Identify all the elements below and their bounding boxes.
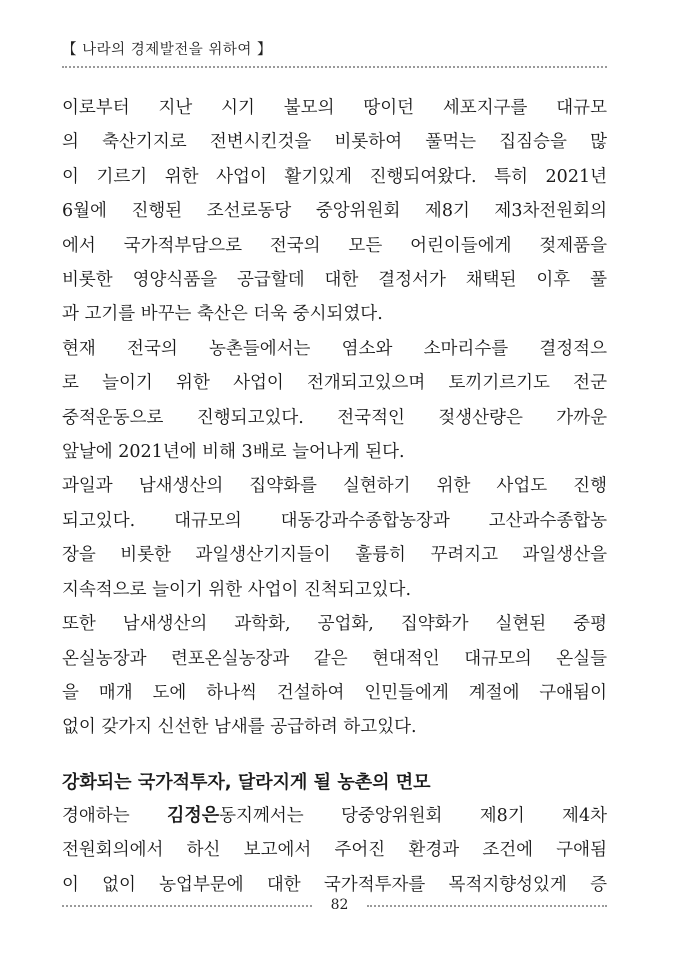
text-line: 현재 전국의 농촌들에서는 염소와 소마리수를 결정적으 bbox=[62, 338, 607, 359]
text-line: 로 늘이기 위한 사업이 전개되고있으며 토끼기르기도 전군 bbox=[62, 373, 607, 394]
text-line: 또한 남새생산의 과학화, 공업화, 집약화가 실현된 중평 bbox=[62, 614, 607, 635]
paragraph-fruit bbox=[62, 469, 607, 607]
text-line: 을 매개 도에 하나씩 건설하여 인민들에게 계절에 구애됨이 bbox=[62, 682, 607, 703]
text-line: 이로부터 지난 시기 불모의 땅이던 세포지구를 대규모 bbox=[62, 98, 607, 118]
paragraph-goats-rabbits bbox=[62, 332, 607, 470]
text-line: 에서 국가적부담으로 전국의 모든 어린이들에게 젖제품을 bbox=[62, 235, 607, 256]
text-line: 중적운동으로 진행되고있다. 전국적인 젖생산량은 가까운 bbox=[62, 407, 607, 428]
section-heading: 강화되는 국가적투자, 달라지게 될 농촌의 면모 bbox=[62, 771, 431, 793]
text-line: 의 축산기지로 전변시킨것을 비롯하여 풀먹는 집짐승을 많 bbox=[62, 132, 607, 153]
text-line: 과 고기를 바꾸는 축산은 더욱 중시되였다. bbox=[62, 304, 383, 325]
paragraph-investment bbox=[62, 799, 607, 902]
header-divider bbox=[62, 66, 607, 68]
footer-ornament-right bbox=[367, 905, 607, 907]
page-footer bbox=[62, 897, 607, 913]
text-line: 이 기르기 위한 사업이 활기있게 진행되여왔다. 특히 2021년 bbox=[62, 166, 607, 187]
text-line: 장을 비롯한 과일생산기지들이 훌륭히 꾸려지고 과일생산을 bbox=[62, 545, 607, 566]
page-number: 82 bbox=[330, 897, 349, 913]
text-line: 6월에 진행된 조선로동당 중앙위원회 제8기 제3차전원회의 bbox=[62, 201, 607, 222]
text-line: 비롯한 영양식품을 공급할데 대한 결정서가 채택된 이후 풀 bbox=[62, 270, 607, 291]
paragraph-greenhouses bbox=[62, 607, 607, 745]
running-header: 【 나라의 경제발전을 위하여 】 bbox=[62, 42, 273, 58]
text-line: 이 없이 농업부문에 대한 국가적투자를 목적지향성있게 증 bbox=[62, 874, 607, 895]
text-line: 전원회의에서 하신 보고에서 주어진 환경과 조건에 구애됨 bbox=[62, 840, 607, 861]
page-body bbox=[62, 91, 607, 902]
footer-ornament-left bbox=[62, 905, 312, 907]
text-line: 과일과 남새생산의 집약화를 실현하기 위한 사업도 진행 bbox=[62, 476, 607, 497]
text-line: 온실농장과 련포온실농장과 같은 현대적인 대규모의 온실들 bbox=[62, 648, 607, 669]
paragraph-livestock bbox=[62, 91, 607, 332]
text-line: 지속적으로 늘이기 위한 사업이 진척되고있다. bbox=[62, 579, 412, 600]
text-line: 없이 갖가지 신선한 남새를 공급하려 하고있다. bbox=[62, 717, 417, 738]
text-line bbox=[62, 799, 607, 833]
intro-prefix: 경애하는 bbox=[62, 805, 167, 826]
leader-name: 김정은 bbox=[166, 804, 220, 826]
text-line: 앞날에 2021년에 비해 3배로 늘어나게 된다. bbox=[62, 442, 405, 463]
text-line: 되고있다. 대규모의 대동강과수종합농장과 고산과수종합농 bbox=[62, 510, 607, 531]
intro-suffix: 동지께서는 당중앙위원회 제8기 제4차 bbox=[219, 805, 608, 826]
